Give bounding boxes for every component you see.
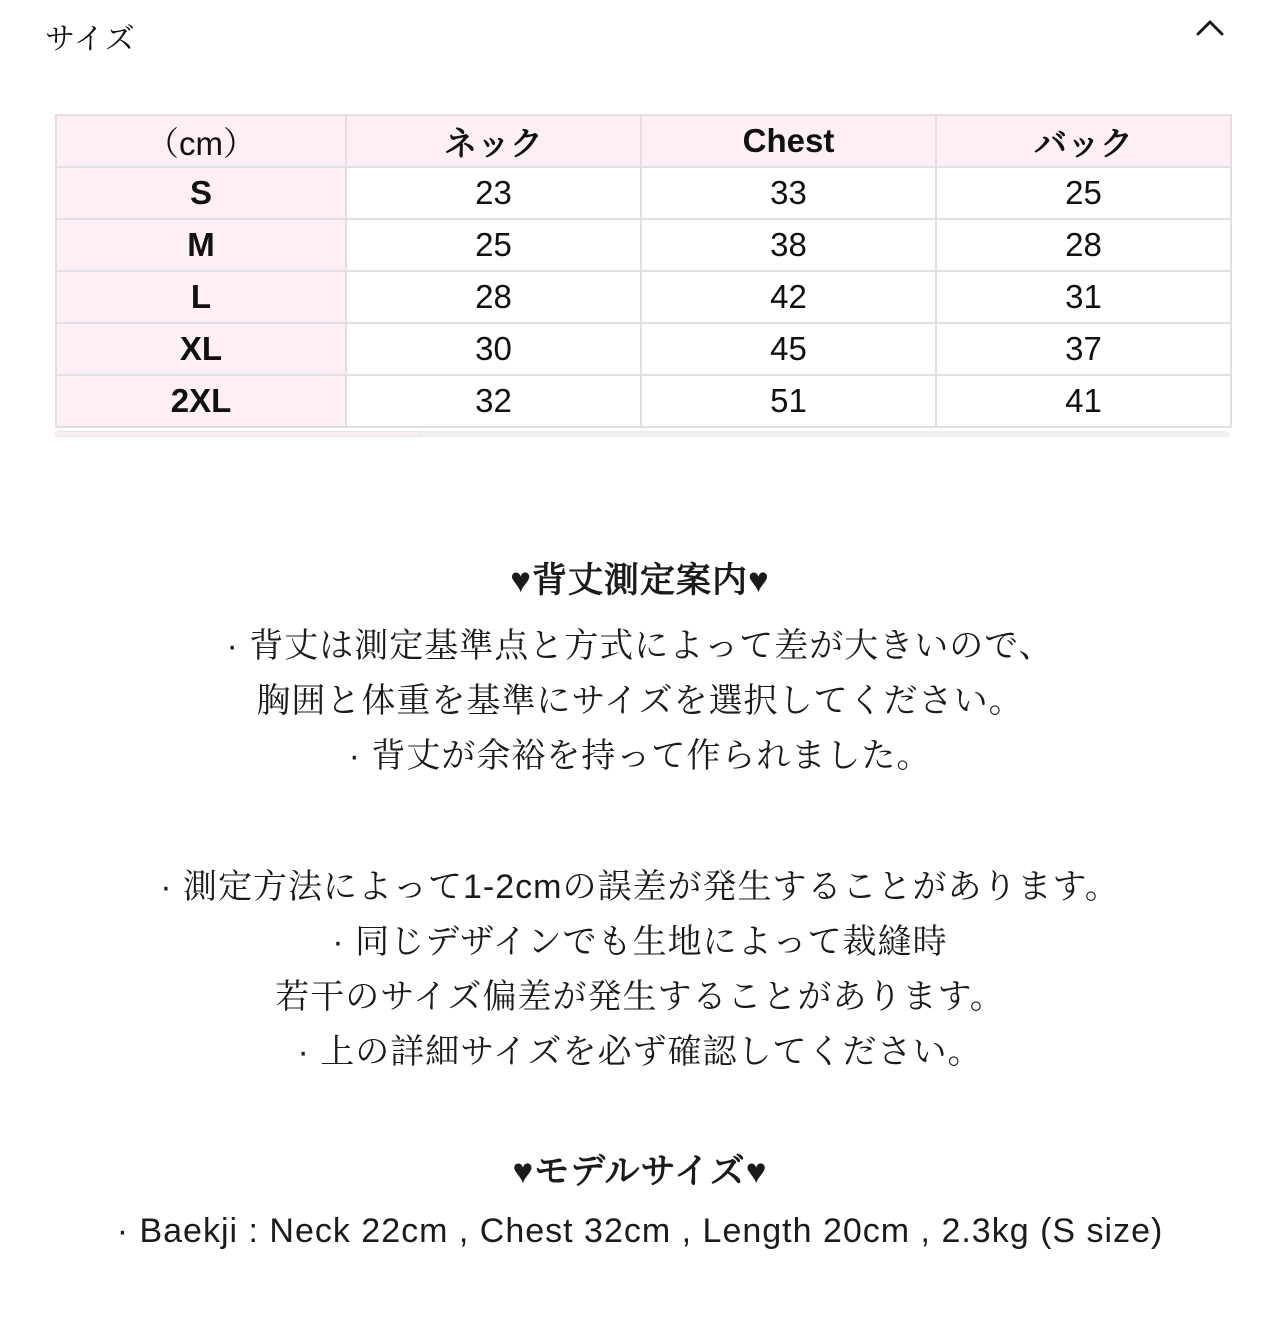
cell-2xl-back: 41 [936,375,1231,427]
row-label-s: S [56,167,346,219]
guide-line-2: 胸囲と体重を基準にサイズを選択してください。 [256,682,1024,720]
note-line-1: · 測定方法によって1-2cmの誤差が発生することがあります。 [160,868,1120,906]
cell-m-neck: 25 [346,219,641,271]
row-label-l: L [56,271,346,323]
cell-s-neck: 23 [346,167,641,219]
table-row-xl [56,323,1231,375]
cell-xl-back: 37 [936,323,1231,375]
size-section-header [0,0,1280,54]
table-scrollbar-thumb[interactable] [55,431,420,437]
back-length-guide-title: ♥背丈測定案内♥ [510,561,770,600]
row-label-m: M [56,219,346,271]
cell-l-back: 31 [936,271,1231,323]
guide-line-3: · 背丈が余裕を持って作られました。 [348,737,932,775]
model-size-title: ♥モデルサイズ♥ [512,1152,768,1191]
table-row-m [56,219,1231,271]
note-line-4: · 上の詳細サイズを必ず確認してください。 [297,1033,983,1071]
cell-m-back: 28 [936,219,1231,271]
size-table [55,114,1232,428]
table-header-row [56,115,1231,167]
cell-l-neck: 28 [346,271,641,323]
cell-l-chest: 42 [641,271,936,323]
column-header-back: バック [936,115,1231,167]
cell-m-chest: 38 [641,219,936,271]
note-line-2: · 同じデザインでも生地によって裁縫時 [332,923,948,961]
cell-xl-chest: 45 [641,323,936,375]
table-row-l [56,271,1231,323]
row-label-2xl: 2XL [56,375,346,427]
cell-2xl-neck: 32 [346,375,641,427]
chevron-up-icon [1195,17,1225,39]
section-title: サイズ [45,23,136,56]
row-label-xl: XL [56,323,346,375]
table-row-2xl [56,375,1231,427]
guide-line-1: · 背丈は測定基準点と方式によって差が大きいので、 [226,627,1054,665]
note-line-3: 若干のサイズ偏差が発生することがあります。 [275,978,1005,1016]
cell-s-chest: 33 [641,167,936,219]
size-guide-text [0,559,1280,1259]
collapse-button[interactable] [1190,10,1230,46]
cell-s-back: 25 [936,167,1231,219]
cell-2xl-chest: 51 [641,375,936,427]
table-scrollbar-track[interactable] [55,431,1230,437]
notes-group [0,860,1280,1080]
column-header-chest: Chest [641,115,936,167]
table-row-s [56,167,1231,219]
cell-xl-neck: 30 [346,323,641,375]
column-header-neck: ネック [346,115,641,167]
model-spec-line: · Baekji : Neck 22cm , Chest 32cm , Length 20cm , 2.3kg (S size) [116,1212,1164,1250]
unit-header-cell: （cm） [56,115,346,167]
